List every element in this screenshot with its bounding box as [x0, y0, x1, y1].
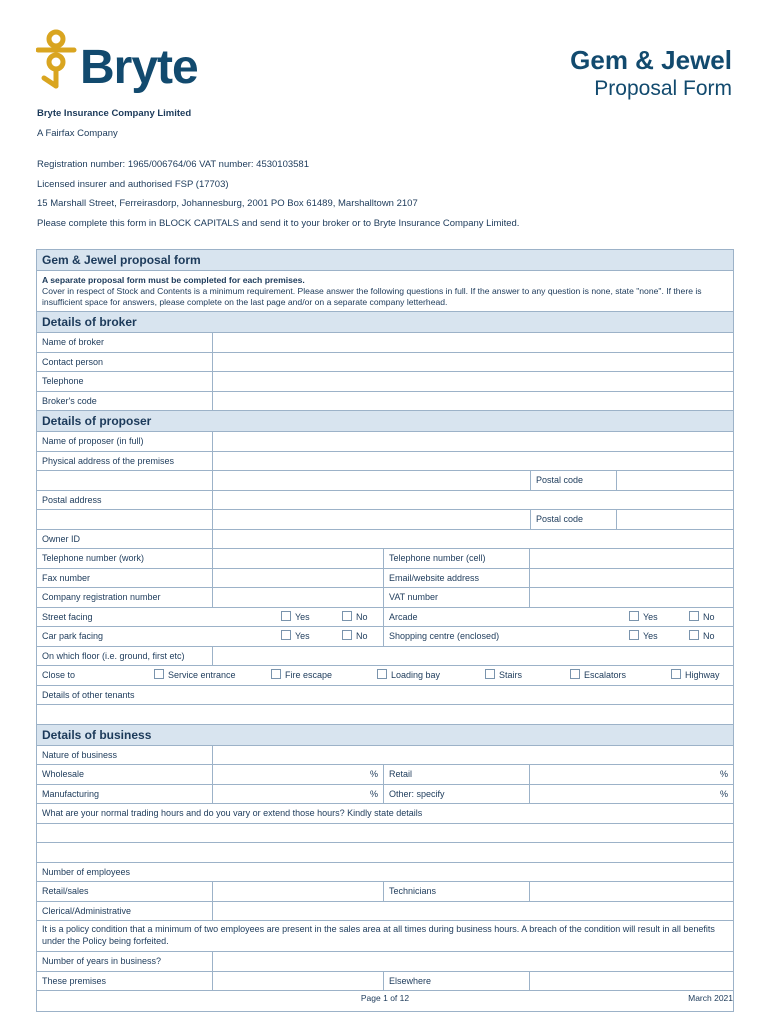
contact-person-row: [37, 353, 733, 373]
fax-field[interactable]: [212, 569, 383, 588]
company-details: [37, 107, 519, 236]
retail-technicians-row: [37, 882, 733, 902]
floor-label: On which floor (i.e. ground, first etc): [42, 650, 185, 661]
intro-text: Cover in respect of Stock and Contents is a minimum requirement. Please answer the following questions in full. If the answer to any question is none, state "none". If there is insufficient space for answers, please complete on the last page and/or on a separate company letterhead.: [42, 286, 702, 307]
postal-address-line2-field[interactable]: [212, 510, 530, 529]
physical-postal-code-field[interactable]: [616, 471, 733, 490]
physical-postal-code-row: [37, 471, 733, 491]
contact-person-label: Contact person: [42, 356, 104, 367]
nature-label: Nature of business: [42, 749, 118, 760]
arcade-no-checkbox[interactable]: [689, 611, 699, 621]
clerical-label: Clerical/Administrative: [42, 905, 132, 916]
elsewhere-label: Elsewhere: [383, 972, 529, 991]
physical-address-line2-field[interactable]: [212, 471, 530, 490]
physical-address-field[interactable]: [212, 452, 733, 471]
highway-checkbox[interactable]: [671, 669, 681, 679]
broker-telephone-label: Telephone: [42, 376, 84, 386]
elsewhere-field[interactable]: [529, 972, 733, 991]
street-facing-no-checkbox[interactable]: [342, 611, 352, 621]
these-premises-label: These premises: [42, 975, 107, 986]
broker-name-field[interactable]: [212, 333, 733, 352]
other-tenants-field[interactable]: [37, 705, 733, 725]
nature-row: [37, 746, 733, 766]
retail-sales-field[interactable]: [212, 882, 383, 901]
company-registration: Registration number: 1965/006764/06 VAT number: 4530103581: [37, 159, 309, 170]
contact-person-field[interactable]: [212, 353, 733, 372]
fire-escape-checkbox[interactable]: [271, 669, 281, 679]
floor-field[interactable]: [212, 647, 733, 666]
company-reg-label: Company registration number: [42, 592, 161, 602]
other-percent-field[interactable]: %: [529, 785, 733, 804]
broker-name-row: [37, 333, 733, 353]
shopping-centre-yes-checkbox[interactable]: [629, 630, 639, 640]
physical-postal-code-label: Postal code: [530, 471, 616, 490]
owner-id-row: [37, 530, 733, 550]
broker-code-row: [37, 392, 733, 412]
other-tenants-label: Details of other tenants: [42, 689, 135, 700]
footer-date: March 2021: [688, 993, 733, 1003]
years-label: Number of years in business?: [42, 956, 162, 966]
premises-elsewhere-row: [37, 972, 733, 992]
bryte-knot-icon: [36, 28, 80, 90]
street-facing-label: Street facing: [42, 611, 93, 622]
trading-hours-row: [37, 804, 733, 824]
other-tenants-row: [37, 686, 733, 706]
fax-email-row: [37, 569, 733, 589]
these-premises-field[interactable]: [212, 972, 383, 991]
proposer-name-label: Name of proposer (in full): [42, 436, 144, 446]
clerical-field[interactable]: [212, 902, 733, 921]
nature-field[interactable]: [212, 746, 733, 765]
broker-name-label: Name of broker: [42, 337, 105, 347]
employees-row: [37, 863, 733, 883]
form-intro: [37, 271, 733, 312]
company-licence: Licensed insurer and authorised FSP (17703): [37, 178, 229, 190]
company-name: Bryte Insurance Company Limited: [37, 108, 192, 119]
postal-postal-code-row: [37, 510, 733, 530]
page-number: Page 1 of 12: [360, 993, 410, 1003]
street-arcade-row: Street facing Yes No Arcade Yes No: [37, 608, 733, 628]
vat-field[interactable]: [529, 588, 733, 607]
carpark-shopping-row: Car park facing Yes No Shopping centre (enclosed) Yes No: [37, 627, 733, 647]
wholesale-percent-field[interactable]: %: [212, 765, 383, 784]
physical-address-row: [37, 452, 733, 472]
other-label: Other: specify: [383, 785, 529, 804]
escalators-checkbox[interactable]: [570, 669, 580, 679]
fax-label: Fax number: [42, 572, 91, 583]
technicians-field[interactable]: [529, 882, 733, 901]
postal-address-row: [37, 491, 733, 511]
clerical-row: [37, 902, 733, 922]
company-instruction: Please complete this form in BLOCK CAPITALS and send it to your broker or to Bryte Insurance Company Limited.: [37, 217, 520, 229]
trading-hours-field-1[interactable]: [37, 824, 733, 844]
manufacturing-other-row: [37, 785, 733, 805]
arcade-label: Arcade: [383, 608, 624, 627]
service-entrance-checkbox[interactable]: [154, 669, 164, 679]
manufacturing-percent-field[interactable]: %: [212, 785, 383, 804]
intro-bold: A separate proposal form must be completed for each premises.: [42, 275, 305, 285]
section-business: Details of business: [37, 725, 733, 746]
vat-label: VAT number: [383, 588, 529, 607]
car-park-no-checkbox[interactable]: [342, 630, 352, 640]
tel-work-field[interactable]: [212, 549, 383, 568]
proposer-name-row: [37, 432, 733, 452]
stairs-checkbox[interactable]: [485, 669, 495, 679]
physical-address-label: Physical address of the premises: [42, 455, 175, 466]
postal-address-field[interactable]: [212, 491, 733, 510]
trading-hours-field-2[interactable]: [37, 843, 733, 863]
broker-telephone-row: [37, 372, 733, 392]
floor-row: [37, 647, 733, 667]
shopping-centre-no-checkbox[interactable]: [689, 630, 699, 640]
car-park-yes-checkbox[interactable]: [281, 630, 291, 640]
brand-name: Bryte: [80, 41, 198, 94]
registration-vat-row: [37, 588, 733, 608]
document-title: [570, 44, 732, 102]
broker-telephone-field[interactable]: [212, 372, 733, 391]
title-line1: Gem & Jewel: [570, 45, 732, 75]
proposer-name-field[interactable]: [212, 432, 733, 451]
postal-postal-code-label: Postal code: [530, 510, 616, 529]
form-heading: Gem & Jewel proposal form: [37, 250, 733, 271]
company-reg-field[interactable]: [212, 588, 383, 607]
employees-label: Number of employees: [42, 866, 131, 877]
tel-work-label: Telephone number (work): [42, 553, 145, 563]
email-label: Email/website address: [383, 569, 529, 588]
close-to-row: Close to Service entrance Fire escape Loading bay Stairs Escalators Highway: [37, 666, 733, 686]
section-broker: Details of broker: [37, 312, 733, 333]
bryte-logo: [36, 28, 216, 94]
policy-condition-note: It is a policy condition that a minimum of two employees are present in the sales area at all times during business hours. A breach of the condition will result in all benefits under the Policy being forfeited.: [37, 921, 733, 952]
postal-postal-code-field[interactable]: [616, 510, 733, 529]
telephone-row: [37, 549, 733, 569]
arcade-yes-checkbox[interactable]: [629, 611, 639, 621]
technicians-label: Technicians: [383, 882, 529, 901]
retail-sales-label: Retail/sales: [42, 886, 89, 896]
retail-label: Retail: [383, 765, 529, 784]
years-field[interactable]: [212, 952, 733, 971]
broker-code-field[interactable]: [212, 392, 733, 411]
broker-code-label: Broker's code: [42, 395, 97, 406]
close-to-label: Close to: [42, 670, 76, 680]
loading-bay-checkbox[interactable]: [377, 669, 387, 679]
postal-address-label: Postal address: [42, 494, 102, 505]
email-field[interactable]: [529, 569, 733, 588]
section-proposer: Details of proposer: [37, 411, 733, 432]
wholesale-retail-row: [37, 765, 733, 785]
company-parent: A Fairfax Company: [37, 127, 118, 139]
owner-id-label: Owner ID: [42, 533, 81, 544]
tel-cell-field[interactable]: [529, 549, 733, 568]
title-line2: Proposal Form: [594, 77, 732, 100]
shopping-centre-label: Shopping centre (enclosed): [383, 627, 624, 646]
retail-percent-field[interactable]: %: [529, 765, 733, 784]
wholesale-label: Wholesale: [42, 769, 85, 779]
trading-hours-label: What are your normal trading hours and do you vary or extend those hours? Kindly state details: [42, 808, 423, 818]
manufacturing-label: Manufacturing: [42, 788, 100, 799]
company-address: 15 Marshall Street, Ferreirasdorp, Johannesburg, 2001 PO Box 61489, Marshalltown 2107: [37, 198, 418, 209]
years-row: [37, 952, 733, 972]
owner-id-field[interactable]: [212, 530, 733, 549]
tel-cell-label: Telephone number (cell): [383, 549, 529, 568]
proposal-form: [36, 249, 734, 1012]
street-facing-yes-checkbox[interactable]: [281, 611, 291, 621]
car-park-label: Car park facing: [42, 631, 104, 641]
